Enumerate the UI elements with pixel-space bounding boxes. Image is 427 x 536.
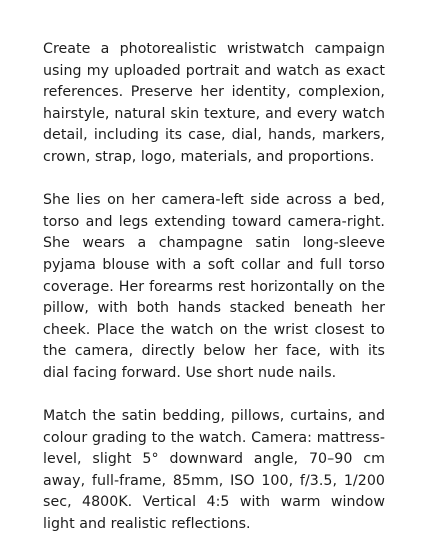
paragraph-pose: She lies on her camera-left side across a bed, torso and legs extending toward camera-right. She wears a champagne satin long-sleeve pyjama blouse with a soft collar and full torso coverage. Her forearms rest horizontally on the pillow, with both hands stacked beneath her cheek. Place the watch on the wrist closest to the camera, directly below her face, with its dial facing forward. Use short nude nails. [43, 192, 385, 381]
paragraph-camera: Match the satin bedding, pillows, curtains, and colour grading to the watch. Camera: mattress-level, slight 5° downward angle, 70–90 cm away, full-frame, 85mm, ISO 100, f/3.5, 1/200 sec, 4800K. Vertical 4:5 with warm window light and realistic reflections. [43, 408, 385, 533]
paragraph-intro: Create a photorealistic wristwatch campaign using my uploaded portrait and watch as exact references. Preserve her identity, complexion, hairstyle, natural skin texture, and every watch detail, including its case, dial, hands, markers, crown, strap, logo, materials, and proportions. [43, 41, 385, 165]
document-body [43, 39, 385, 536]
